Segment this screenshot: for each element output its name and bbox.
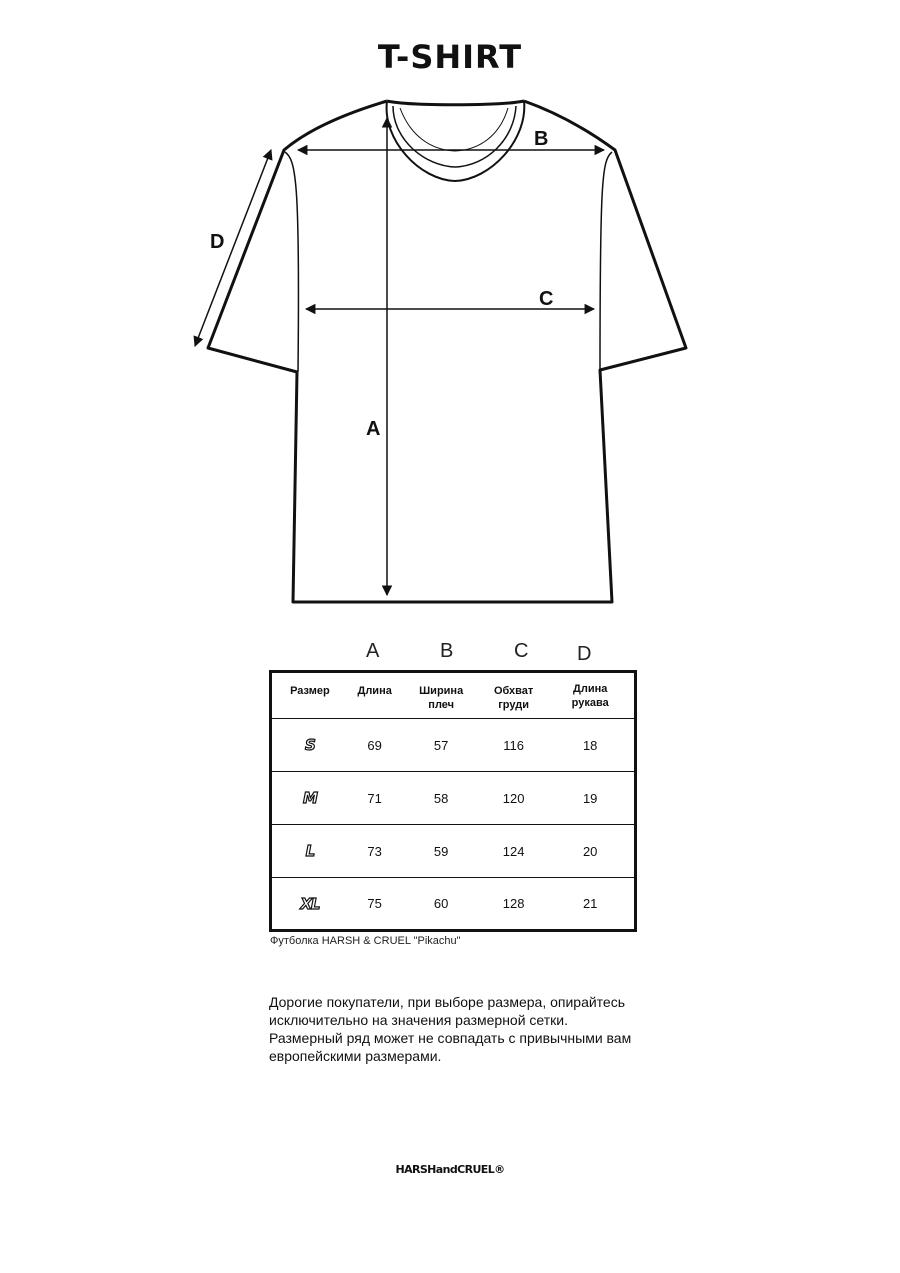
- size-cell: M: [271, 772, 348, 825]
- collar-inner: [393, 106, 516, 167]
- sleeve-cell: 20: [546, 825, 635, 878]
- tshirt-outline: [208, 101, 686, 602]
- sleeve-cell: 19: [546, 772, 635, 825]
- header-size: Размер: [290, 685, 330, 697]
- disclaimer-line: Размерный ряд может не совпадать с привычными вам: [269, 1030, 632, 1046]
- column-letter-a: A: [366, 640, 380, 662]
- length-cell: 71: [348, 772, 402, 825]
- column-letters: [0, 640, 900, 670]
- column-letter-d: D: [577, 643, 592, 665]
- right-shoulder-seam: [600, 152, 612, 370]
- header-length: Длина: [357, 685, 392, 697]
- table-row: [271, 825, 636, 878]
- size-table: [269, 670, 637, 932]
- table-header-row: [271, 672, 636, 719]
- column-letter-c: C: [514, 640, 529, 662]
- measure-d-arrow: [195, 150, 271, 346]
- sleeve-cell: 21: [546, 878, 635, 931]
- disclaimer-line: исключительно на значения размерной сетки.: [269, 1012, 568, 1028]
- size-cell: XL: [271, 878, 348, 931]
- page-title: T-SHIRT: [377, 38, 523, 76]
- shoulder-cell: 57: [401, 719, 480, 772]
- left-shoulder-seam: [285, 152, 298, 372]
- shoulder-cell: 60: [401, 878, 480, 931]
- length-cell: 69: [348, 719, 402, 772]
- sleeve-cell: 18: [546, 719, 635, 772]
- size-cell: L: [271, 825, 348, 878]
- label-b: B: [534, 128, 549, 150]
- size-cell: S: [271, 719, 348, 772]
- chest-cell: 120: [481, 772, 547, 825]
- column-letter-b: B: [440, 640, 454, 662]
- tshirt-diagram: [0, 0, 900, 620]
- shoulder-cell: 59: [401, 825, 480, 878]
- brand-logo: HARSHandCRUEL®: [395, 1163, 505, 1176]
- header-chest: Обхват груди: [493, 685, 534, 711]
- table-row: [271, 719, 636, 772]
- collar-inner-2: [400, 108, 508, 151]
- chest-cell: 116: [481, 719, 547, 772]
- header-shoulder: Ширина плеч: [419, 685, 464, 711]
- disclaimer-text: [269, 993, 689, 1065]
- label-c: C: [539, 288, 554, 310]
- disclaimer-line: Дорогие покупатели, при выборе размера, опирайтесь: [269, 994, 626, 1010]
- disclaimer-line: европейскими размерами.: [269, 1048, 442, 1064]
- table-row: [271, 772, 636, 825]
- label-d: D: [210, 231, 225, 253]
- chest-cell: 124: [481, 825, 547, 878]
- shoulder-cell: 58: [401, 772, 480, 825]
- length-cell: 73: [348, 825, 402, 878]
- table-row: [271, 878, 636, 931]
- header-sleeve: Длина рукава: [571, 683, 609, 709]
- product-note: Футболка HARSH & CRUEL "Pikachu": [270, 935, 461, 947]
- collar-outer: [387, 101, 524, 105]
- label-a: A: [366, 418, 381, 440]
- length-cell: 75: [348, 878, 402, 931]
- chest-cell: 128: [481, 878, 547, 931]
